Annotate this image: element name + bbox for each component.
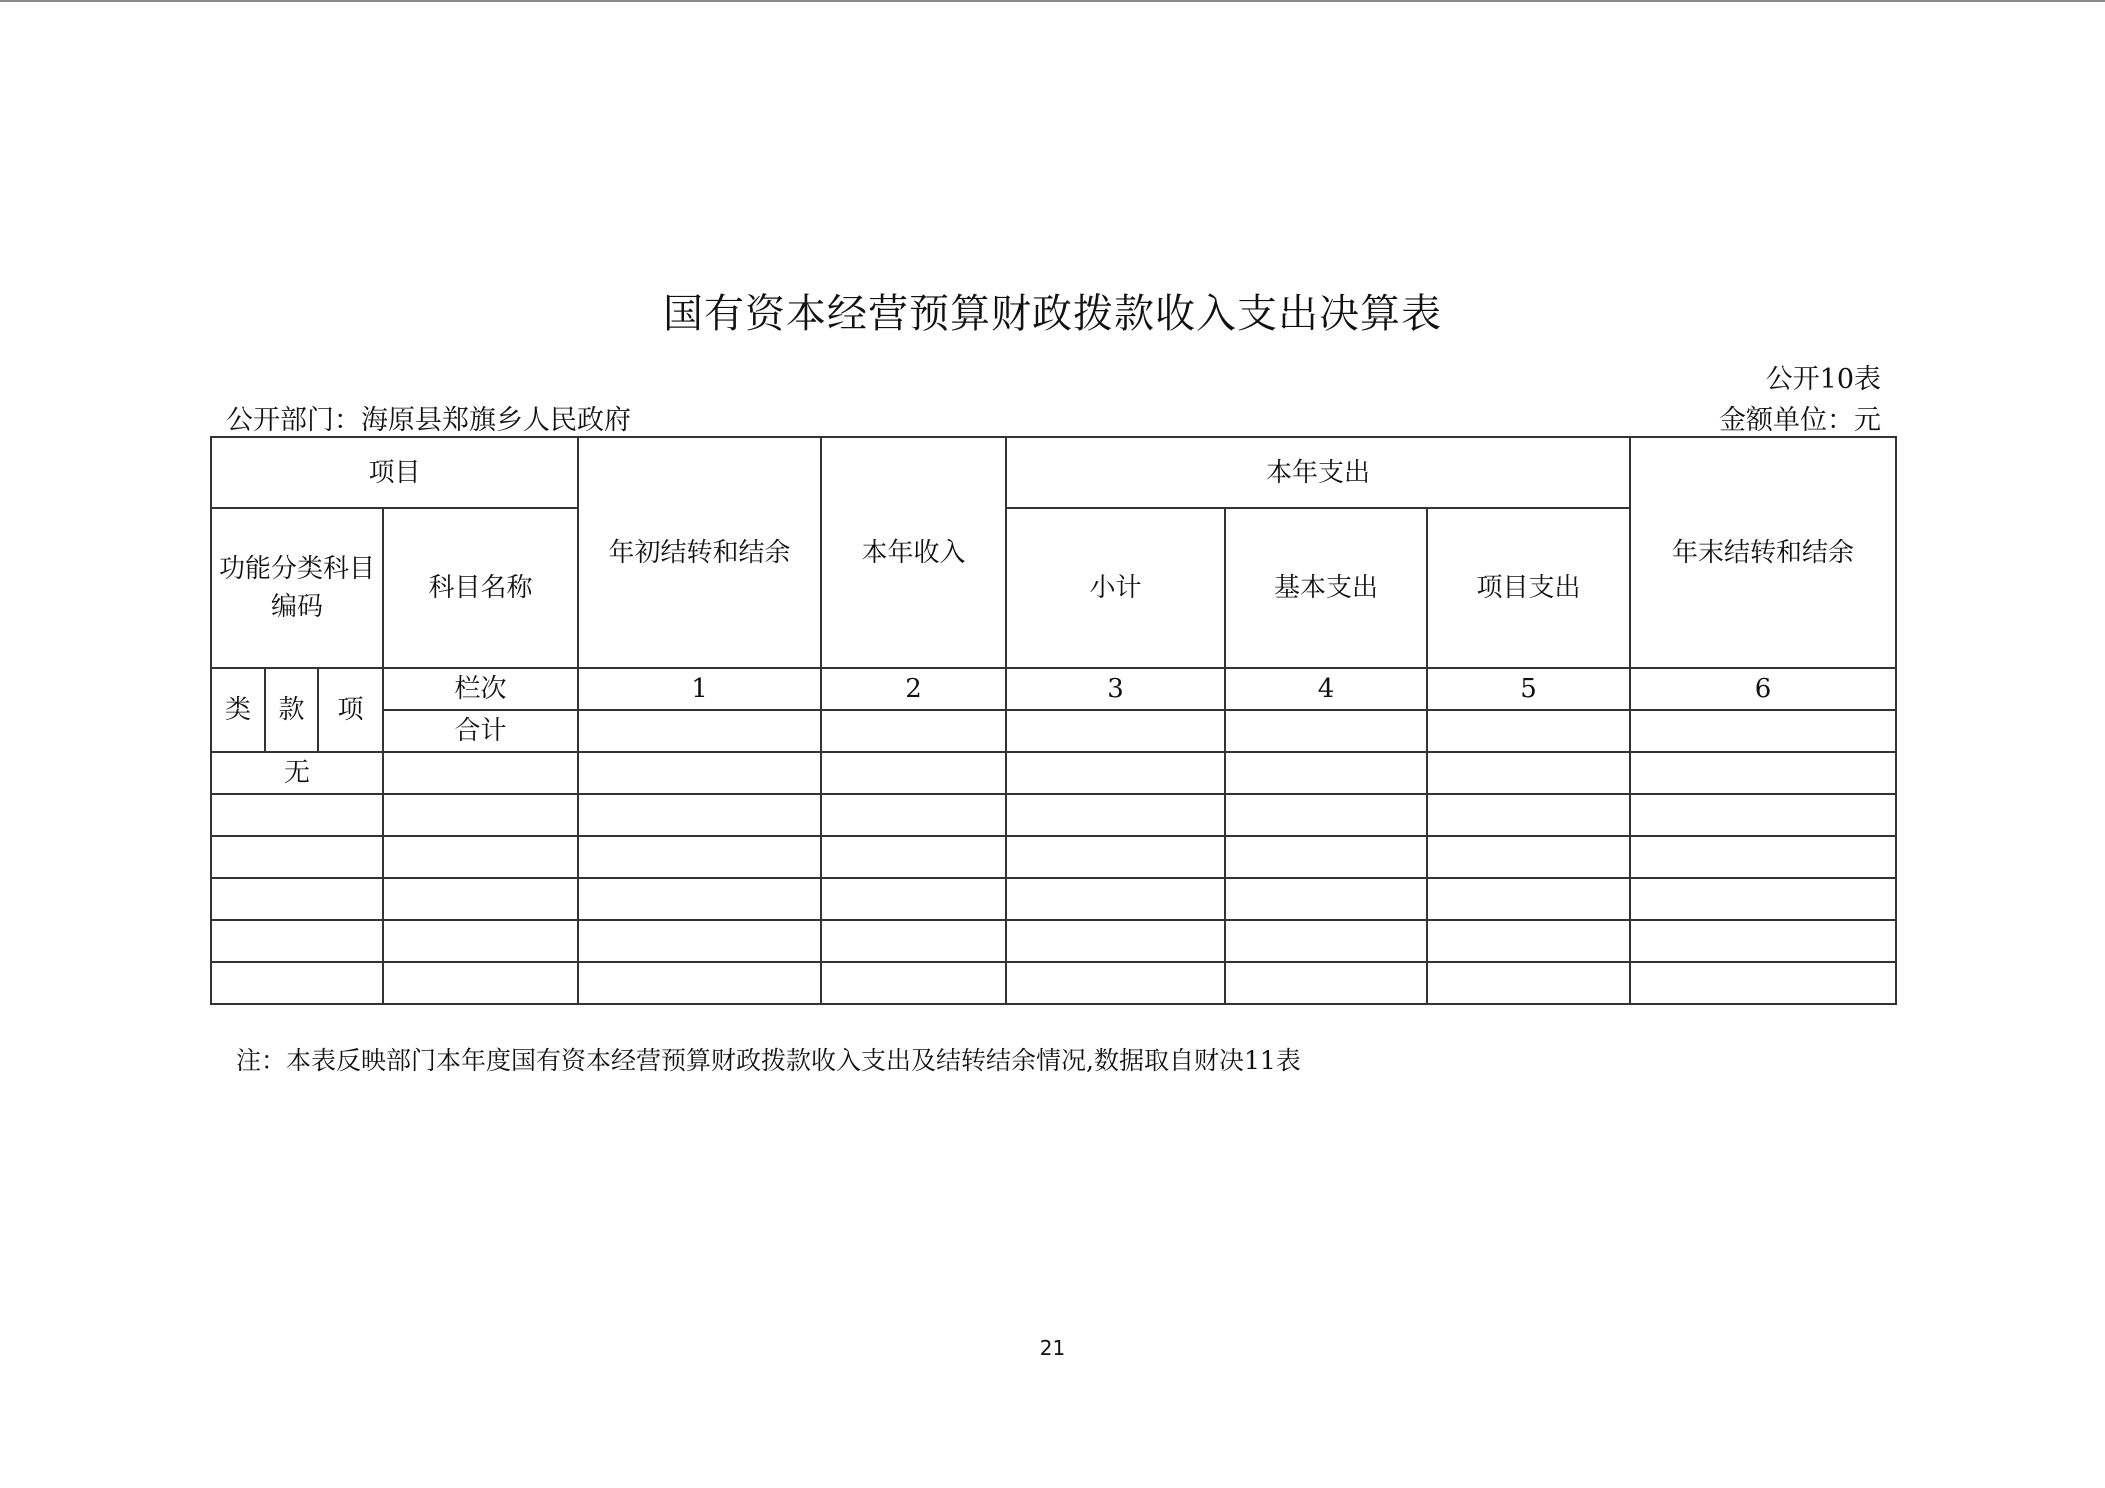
- column-number: 1: [578, 668, 821, 710]
- table-cell: [578, 878, 821, 920]
- table-cell: [821, 752, 1006, 794]
- table-cell: [1427, 794, 1630, 836]
- table-cell: [1225, 962, 1427, 1004]
- budget-table: [210, 436, 1897, 1005]
- table-row: [211, 920, 1896, 962]
- table-cell: [821, 836, 1006, 878]
- table-cell: [383, 836, 578, 878]
- table-cell: [1006, 836, 1225, 878]
- table-cell: [1427, 920, 1630, 962]
- table-cell: [1006, 962, 1225, 1004]
- table-cell: [578, 920, 821, 962]
- table-cell: [383, 752, 578, 794]
- table-cell: [1630, 962, 1896, 1004]
- table-cell: [383, 962, 578, 1004]
- table-cell: [1225, 836, 1427, 878]
- table-cell: [211, 962, 383, 1004]
- column-number: 3: [1006, 668, 1225, 710]
- header-xiang: 项: [318, 668, 383, 752]
- header-project-expenditure: 项目支出: [1427, 508, 1630, 668]
- table-cell: [383, 878, 578, 920]
- table-cell: [211, 794, 383, 836]
- table-cell: [821, 962, 1006, 1004]
- table-cell: [1630, 752, 1896, 794]
- amount-unit-label: 金额单位：元: [1719, 405, 1881, 436]
- table-row: [211, 878, 1896, 920]
- header-lei: 类: [211, 668, 265, 752]
- table-cell: [821, 878, 1006, 920]
- table-cell: [383, 920, 578, 962]
- table-cell: [821, 710, 1006, 752]
- form-number: 公开10表: [1765, 364, 1881, 395]
- table-cell: [211, 920, 383, 962]
- page-number: 21: [1039, 1336, 1066, 1360]
- column-number: 5: [1427, 668, 1630, 710]
- table-cell: [1225, 710, 1427, 752]
- document-title: 国有资本经营预算财政拨款收入支出决算表: [663, 291, 1442, 337]
- table-cell: [211, 878, 383, 920]
- department-label: 公开部门：海原县郑旗乡人民政府: [226, 405, 631, 436]
- table-cell: [1006, 878, 1225, 920]
- table-cell: [1630, 794, 1896, 836]
- table-cell: [578, 836, 821, 878]
- column-number-label: 栏次: [383, 668, 578, 710]
- table-cell: [1006, 794, 1225, 836]
- table-cell: [1225, 920, 1427, 962]
- header-expenditure: 本年支出: [1006, 437, 1630, 508]
- header-subtotal: 小计: [1006, 508, 1225, 668]
- table-cell: [1006, 710, 1225, 752]
- table-cell: [1427, 962, 1630, 1004]
- table-cell: [821, 920, 1006, 962]
- table-cell: [1006, 920, 1225, 962]
- table-footnote: 注：本表反映部门本年度国有资本经营预算财政拨款收入支出及结转结余情况,数据取自财决11表: [236, 1046, 1301, 1075]
- first-row-code: 无: [211, 752, 383, 794]
- table-cell: [1630, 920, 1896, 962]
- header-opening-balance: 年初结转和结余: [578, 437, 821, 668]
- header-income: 本年收入: [821, 437, 1006, 668]
- table-cell: [1427, 752, 1630, 794]
- table-cell: [1630, 836, 1896, 878]
- header-project: 项目: [211, 437, 578, 508]
- table-row: [211, 962, 1896, 1004]
- table-cell: [211, 836, 383, 878]
- page-top-rule: [0, 0, 2105, 2]
- column-number: 4: [1225, 668, 1427, 710]
- table-cell: [578, 962, 821, 1004]
- table-cell: [1427, 878, 1630, 920]
- table-cell: [1006, 752, 1225, 794]
- table-cell: [578, 710, 821, 752]
- header-function-code: 功能分类科目编码: [211, 508, 383, 668]
- table-cell: [1630, 878, 1896, 920]
- table-row: [211, 752, 1896, 794]
- table-row: [211, 836, 1896, 878]
- table-cell: [821, 794, 1006, 836]
- table-cell: [1225, 752, 1427, 794]
- table-cell: [578, 794, 821, 836]
- table-row: [211, 794, 1896, 836]
- header-basic-expenditure: 基本支出: [1225, 508, 1427, 668]
- column-number: 6: [1630, 668, 1896, 710]
- table-cell: [1427, 836, 1630, 878]
- table-cell: [1225, 878, 1427, 920]
- table-cell: [1427, 710, 1630, 752]
- header-closing-balance: 年末结转和结余: [1630, 437, 1896, 668]
- header-kuan: 款: [265, 668, 318, 752]
- table-cell: [1225, 794, 1427, 836]
- column-number: 2: [821, 668, 1006, 710]
- total-row-label: 合计: [383, 710, 578, 752]
- table-cell: [383, 794, 578, 836]
- table-cell: [578, 752, 821, 794]
- table-cell: [1630, 710, 1896, 752]
- header-subject-name: 科目名称: [383, 508, 578, 668]
